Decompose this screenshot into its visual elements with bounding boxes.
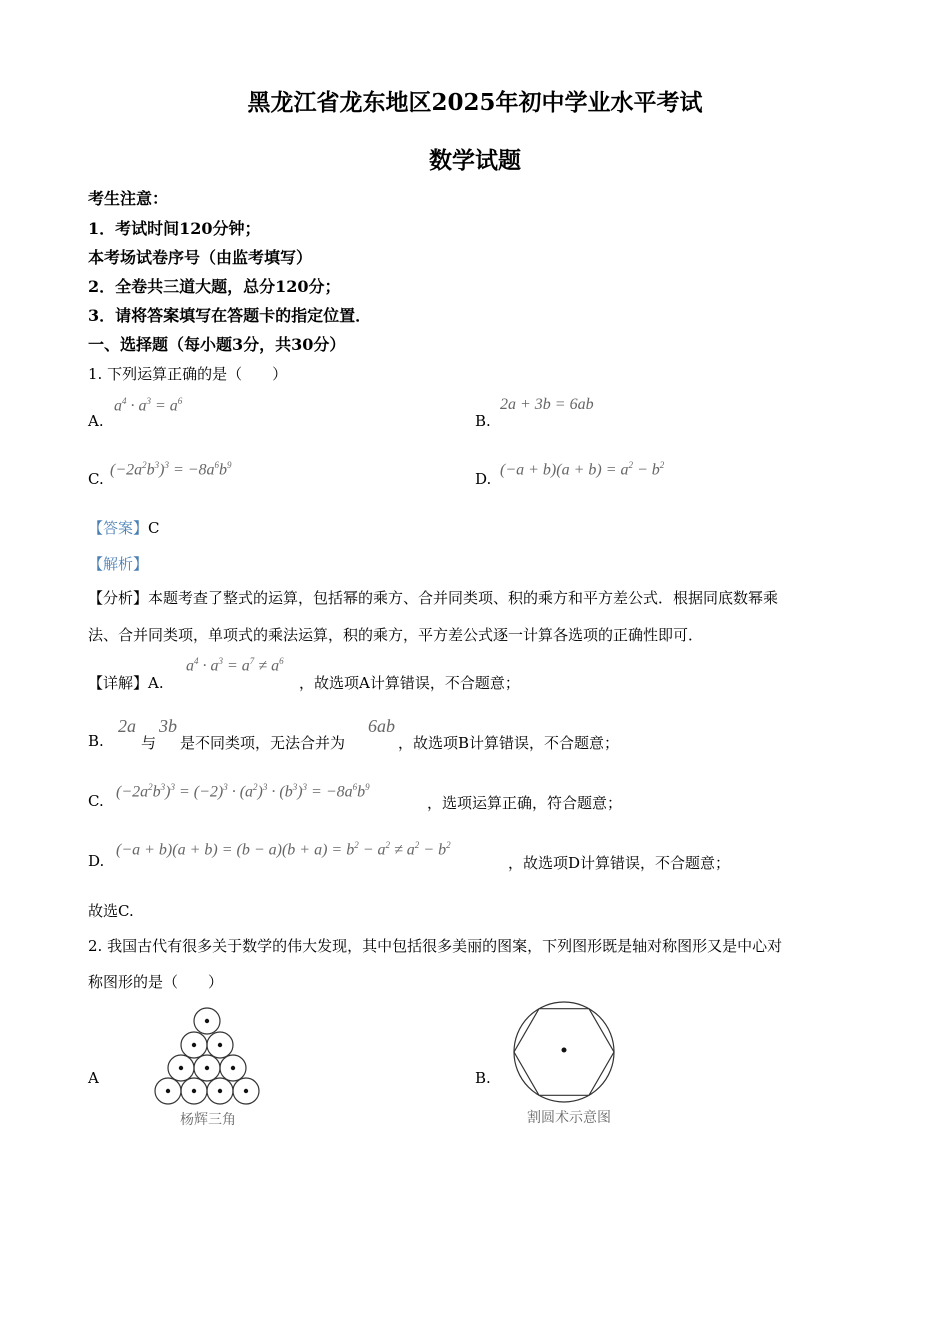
q2-stem-line-1: 2. 我国古代有很多关于数学的伟大发现，其中包括很多美丽的图案，下列图形既是轴对称图形又是中心对 [88, 937, 783, 955]
detail-b-mid: 是不同类项，无法合并为 [180, 734, 346, 752]
notice-item-2: 2．全卷共三道大题，总分120分； [88, 277, 341, 296]
detail-b-suffix: ，故选项B计算错误，不合题意； [398, 734, 620, 752]
detail-c-label: C. [88, 792, 104, 810]
detail-prefix: 【详解】A. [88, 674, 164, 692]
q1-option-a-formula: $a^4 \cdot a^3 = a^6$ [114, 396, 183, 415]
notice-item-3: 3．请将答案填写在答题卡的指定位置． [88, 306, 372, 325]
caption-a: 杨辉三角 [180, 1112, 236, 1128]
caption-b: 割圆术示意图 [527, 1110, 611, 1126]
q1-option-b-formula: 2a + 3b = 6ab [500, 396, 594, 413]
answer-value: C [148, 519, 160, 537]
q2-stem-line-2: 称图形的是（ ） [88, 973, 224, 991]
detail-b-with: 与 [141, 734, 157, 752]
detail-c-formula: $(-2a^2b^3)^3 = (-2)^3 \cdot (a^2)^3 \cdot (b^3)^3 = -8a^6b^9$ [116, 782, 370, 801]
yanghui-triangle-figure [148, 1004, 266, 1108]
detail-a-suffix: ，故选项A计算错误，不合题意； [299, 674, 520, 692]
q1-option-c-formula: $(-2a^2b^3)^3 = -8a^6b^9$ [110, 460, 232, 479]
notice-seat: 本考场试卷序号（由监考填写） [88, 248, 313, 267]
q2-option-a-label: A [88, 1069, 99, 1087]
detail-b-2a: 2a [118, 716, 136, 736]
detail-d-formula: $(-a + b)(a + b) = (b - a)(b + a) = b^2 - a^2 \ne a^2 - b^2$ [116, 840, 451, 859]
q1-option-d-formula: $(-a + b)(a + b) = a^2 - b^2$ [500, 460, 665, 479]
q2-option-b-label: B. [475, 1069, 491, 1087]
analysis-tag: 【解析】 [88, 555, 149, 573]
detail-b-6ab: 6ab [368, 716, 395, 736]
page-subtitle: 数学试题 [429, 147, 521, 174]
detail-c-suffix: ，选项运算正确，符合题意； [427, 794, 623, 812]
page-title: 黑龙江省龙东地区2025年初中学业水平考试 [247, 89, 703, 116]
detail-b-label: B. [88, 732, 104, 750]
detail-b-3b: 3b [159, 716, 177, 736]
q1-stem: 1. 下列运算正确的是（ ） [88, 365, 288, 383]
analysis-line-1: 【分析】本题考查了整式的运算，包括幂的乘方、合并同类项、积的乘方和平方差公式．根据同底数幂乘 [88, 589, 779, 607]
detail-d-suffix: ，故选项D计算错误，不合题意； [508, 854, 731, 872]
notice-item-1: 1．考试时间120分钟； [88, 219, 261, 238]
analysis-line-2: 法、合并同类项，单项式的乘法运算，积的乘方，平方差公式逐一计算各选项的正确性即可． [88, 626, 704, 644]
section-heading: 一、选择题（每小题3分，共30分） [88, 335, 346, 354]
q1-option-c-label: C. [88, 470, 104, 488]
q1-option-b-label: B. [475, 412, 491, 430]
q1-conclusion: 故选C. [88, 902, 134, 920]
q1-option-a-label: A. [88, 412, 104, 430]
notice-heading: 考生注意： [88, 189, 169, 208]
detail-a-formula: $a^4 \cdot a^3 = a^7 \ne a^6$ [186, 656, 284, 675]
circle-cutting-figure [512, 1000, 616, 1104]
detail-d-label: D. [88, 852, 105, 870]
q1-option-d-label: D. [475, 470, 492, 488]
answer-tag: 【答案】 [88, 519, 149, 537]
q1-answer [88, 517, 160, 538]
center-dot [562, 1048, 567, 1053]
